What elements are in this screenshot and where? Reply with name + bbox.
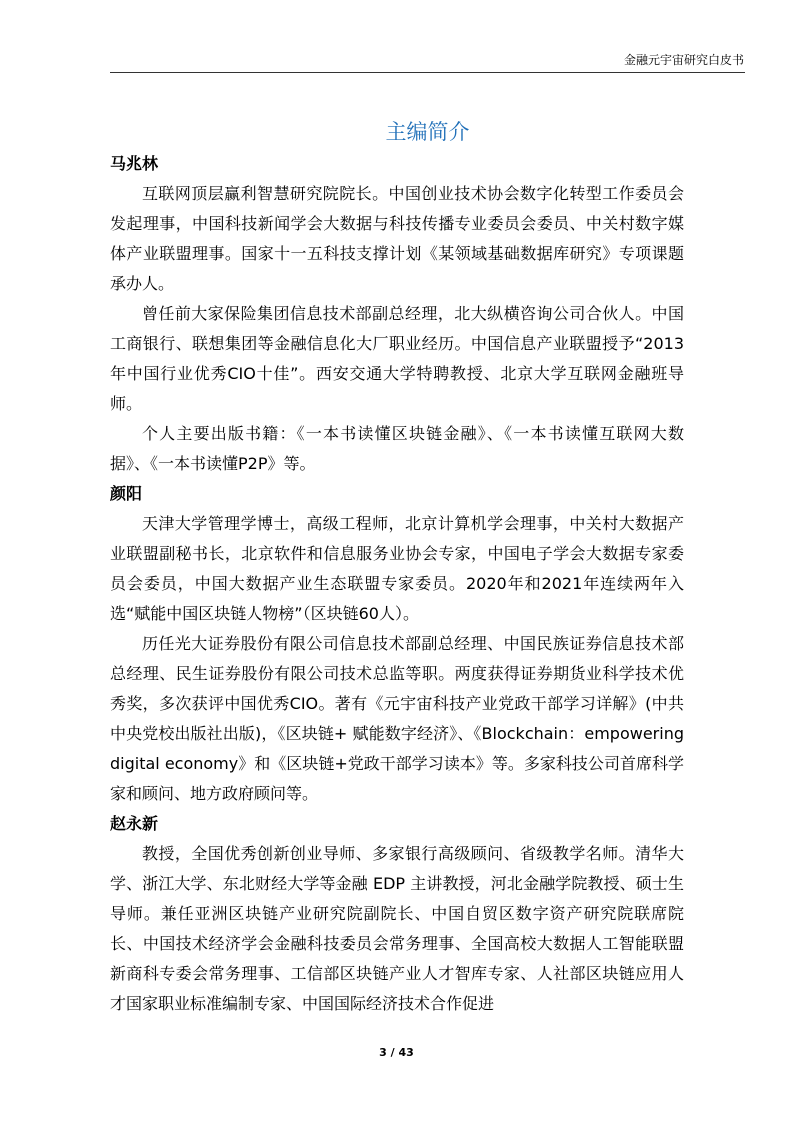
page-title: 主编简介 bbox=[385, 120, 470, 144]
bio-paragraph: 个人主要出版书籍：《一本书读懂区块链金融》、《一本书读懂互联网大数据》、《一本书读懂P2P》等。 bbox=[110, 424, 684, 473]
page-number: 3 / 43 bbox=[379, 1046, 414, 1059]
bio-paragraph: 教授，全国优秀创新创业导师、多家银行高级顾问、省级教学名师。清华大学、浙江大学、东北财经大学等金融 EDP 主讲教授，河北金融学院教授、硕士生导师。兼任亚洲区块链产业研究院副院长、中国自贸区数字资产研究院联席院长、中国技术经济学会金融科技委员会常务理事、全国高校大数据人工智能联盟新商科专委会常务理事、工信部区块链产业人才智库专家、人社部区块链应用人才国家职业标准编制专家、中国国际经济技术合作促进 bbox=[110, 844, 684, 1013]
editor-bio bbox=[110, 149, 684, 479]
editor-name: 赵永新 bbox=[110, 814, 159, 833]
editor-name: 马兆林 bbox=[110, 154, 159, 173]
bio-paragraph: 曾任前大家保险集团信息技术部副总经理，北大纵横咨询公司合伙人。中国工商银行、联想集团等金融信息化大厂职业经历。中国信息产业联盟授予“2013年中国行业优秀CIO十佳”。西安交通大学特聘教授、北京大学互联网金融班导师。 bbox=[110, 304, 684, 413]
editor-bio bbox=[110, 479, 684, 809]
header-divider bbox=[110, 72, 745, 73]
editor-bios bbox=[110, 149, 684, 1019]
editor-name: 颜阳 bbox=[110, 484, 143, 503]
editor-bio bbox=[110, 809, 684, 1019]
bio-paragraph: 天津大学管理学博士，高级工程师，北京计算机学会理事，中关村大数据产业联盟副秘书长，北京软件和信息服务业协会专家，中国电子学会大数据专家委员会委员，中国大数据产业生态联盟专家委员。2020年和2021年连续两年入选“赋能中国区块链人物榜”（区块链60人）。 bbox=[110, 514, 684, 623]
bio-paragraph: 互联网顶层赢利智慧研究院院长。中国创业技术协会数字化转型工作委员会发起理事，中国科技新闻学会大数据与科技传播专业委员会委员、中关村数字媒体产业联盟理事。国家十一五科技支撑计划《某领域基础数据库研究》专项课题承办人。 bbox=[110, 184, 684, 293]
bio-paragraph: 历任光大证券股份有限公司信息技术部副总经理、中国民族证券信息技术部总经理、民生证券股份有限公司技术总监等职。两度获得证券期货业科学技术优秀奖，多次获评中国优秀CIO。著有《元宇宙科技产业党政干部学习详解》(中共中央党校出版社出版)，《区块链+ 赋能数字经济》、《Blockchain：empowering digital economy》和《区块链+党政干部学习读本》等。多家科技公司首席科学家和顾问、地方政府顾问等。 bbox=[110, 634, 684, 803]
running-header-title: 金融元宇宙研究白皮书 bbox=[623, 53, 744, 67]
